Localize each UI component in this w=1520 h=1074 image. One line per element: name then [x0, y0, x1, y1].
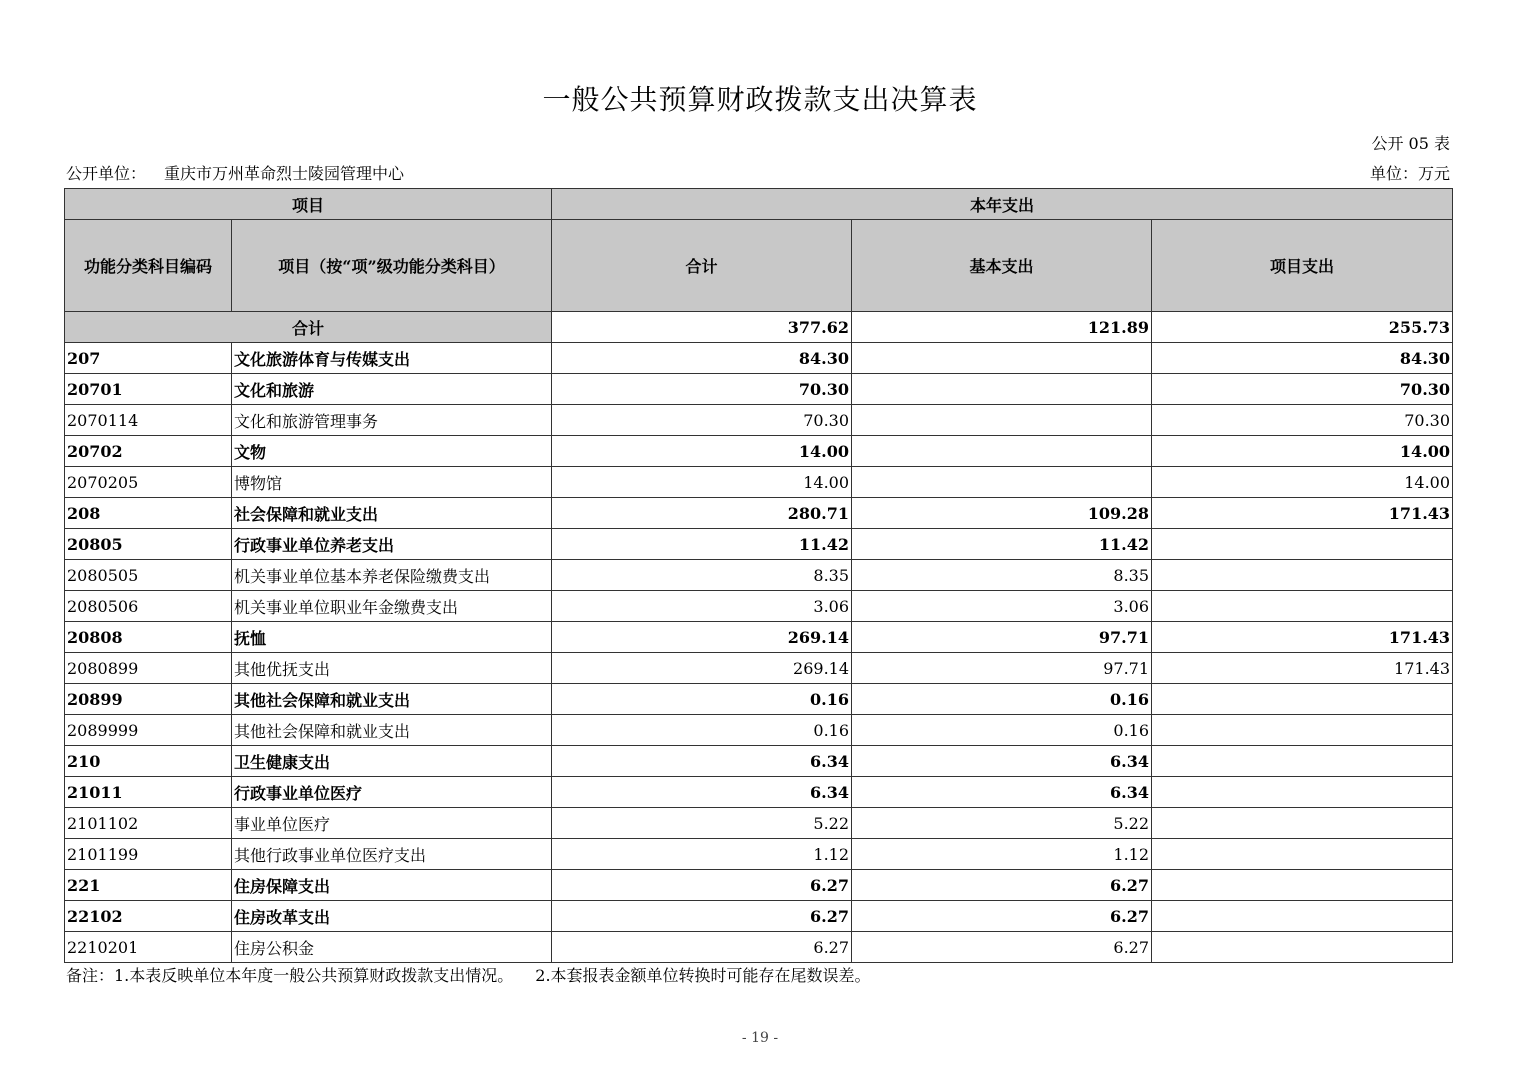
- basic-cell: 3.06: [852, 591, 1152, 622]
- total-cell: 0.16: [552, 684, 852, 715]
- total-cell: 269.14: [552, 622, 852, 653]
- code-cell: 20899: [65, 684, 232, 715]
- code-cell: 20805: [65, 529, 232, 560]
- code-cell: 20808: [65, 622, 232, 653]
- project-cell: [1152, 901, 1453, 932]
- table-row: [65, 870, 1453, 901]
- total-cell: 280.71: [552, 498, 852, 529]
- project-cell: [1152, 870, 1453, 901]
- name-cell: 机关事业单位职业年金缴费支出: [232, 591, 552, 622]
- basic-cell: 6.27: [852, 932, 1152, 963]
- table-row: [65, 374, 1453, 405]
- name-cell: 其他优抚支出: [232, 653, 552, 684]
- page-title: 一般公共预算财政拨款支出决算表: [542, 83, 978, 116]
- name-cell: 机关事业单位基本养老保险缴费支出: [232, 560, 552, 591]
- code-cell: 2210201: [65, 932, 232, 963]
- code-cell: 2101199: [65, 839, 232, 870]
- code-cell: 22102: [65, 901, 232, 932]
- total-cell: 3.06: [552, 591, 852, 622]
- table-row: [65, 932, 1453, 963]
- table-row: [65, 622, 1453, 653]
- basic-cell: 0.16: [852, 715, 1152, 746]
- name-cell: 文化旅游体育与传媒支出: [232, 343, 552, 374]
- header-item: 项目: [65, 189, 552, 220]
- name-cell: 其他行政事业单位医疗支出: [232, 839, 552, 870]
- table-row: [65, 343, 1453, 374]
- name-cell: 文化和旅游: [232, 374, 552, 405]
- code-cell: 2070114: [65, 405, 232, 436]
- name-cell: 抚恤: [232, 622, 552, 653]
- name-cell: 住房保障支出: [232, 870, 552, 901]
- project-cell: [1152, 715, 1453, 746]
- basic-cell: 97.71: [852, 653, 1152, 684]
- code-cell: 21011: [65, 777, 232, 808]
- table-row: [65, 901, 1453, 932]
- code-cell: 208: [65, 498, 232, 529]
- page-number: - 19 -: [741, 1030, 779, 1046]
- table-row: [65, 777, 1453, 808]
- basic-cell: [852, 374, 1152, 405]
- table-row: [65, 436, 1453, 467]
- header-project: 项目支出: [1152, 220, 1453, 312]
- project-cell: 14.00: [1152, 467, 1453, 498]
- basic-cell: [852, 405, 1152, 436]
- basic-cell: 6.27: [852, 901, 1152, 932]
- table-row: [65, 591, 1453, 622]
- header-code: 功能分类科目编码: [65, 220, 232, 312]
- name-cell: 事业单位医疗: [232, 808, 552, 839]
- org-info: [66, 161, 404, 184]
- table-row: [65, 467, 1453, 498]
- total-cell: 5.22: [552, 808, 852, 839]
- name-cell: 行政事业单位医疗: [232, 777, 552, 808]
- total-cell: 6.27: [552, 870, 852, 901]
- basic-cell: 5.22: [852, 808, 1152, 839]
- basic-cell: [852, 436, 1152, 467]
- total-cell: 1.12: [552, 839, 852, 870]
- basic-cell: 11.42: [852, 529, 1152, 560]
- basic-cell: 6.34: [852, 777, 1152, 808]
- total-cell: 84.30: [552, 343, 852, 374]
- unit-line: [66, 161, 1450, 183]
- table-row: [65, 746, 1453, 777]
- project-cell: [1152, 839, 1453, 870]
- currency-unit: 单位：万元: [1369, 164, 1450, 183]
- name-cell: 文物: [232, 436, 552, 467]
- table-row: [65, 498, 1453, 529]
- code-cell: 2080505: [65, 560, 232, 591]
- name-cell: 行政事业单位养老支出: [232, 529, 552, 560]
- code-cell: 2070205: [65, 467, 232, 498]
- header-row-2: [65, 220, 1453, 312]
- total-row: [65, 312, 1453, 343]
- code-cell: 2080899: [65, 653, 232, 684]
- total-cell: 6.34: [552, 746, 852, 777]
- total-cell: 269.14: [552, 653, 852, 684]
- project-cell: [1152, 529, 1453, 560]
- total-basic: 121.89: [852, 312, 1152, 343]
- name-cell: 博物馆: [232, 467, 552, 498]
- project-cell: [1152, 777, 1453, 808]
- project-cell: [1152, 560, 1453, 591]
- basic-cell: 6.27: [852, 870, 1152, 901]
- project-cell: [1152, 746, 1453, 777]
- total-cell: 0.16: [552, 715, 852, 746]
- footnote-1: 备注：1.本表反映单位本年度一般公共预算财政拨款支出情况。: [66, 966, 514, 985]
- basic-cell: [852, 343, 1152, 374]
- project-cell: [1152, 932, 1453, 963]
- code-cell: 20701: [65, 374, 232, 405]
- table-row: [65, 684, 1453, 715]
- basic-cell: 1.12: [852, 839, 1152, 870]
- footnote: [66, 963, 871, 986]
- name-cell: 文化和旅游管理事务: [232, 405, 552, 436]
- project-cell: 171.43: [1152, 622, 1453, 653]
- basic-cell: 0.16: [852, 684, 1152, 715]
- total-cell: 6.27: [552, 932, 852, 963]
- project-cell: 70.30: [1152, 405, 1453, 436]
- code-cell: 20702: [65, 436, 232, 467]
- project-cell: 171.43: [1152, 498, 1453, 529]
- total-project: 255.73: [1152, 312, 1453, 343]
- project-cell: 171.43: [1152, 653, 1453, 684]
- total-cell: 6.34: [552, 777, 852, 808]
- total-label: 合计: [65, 312, 552, 343]
- footnote-2: 2.本套报表金额单位转换时可能存在尾数误差。: [535, 966, 871, 985]
- header-item-detail: 项目（按“项”级功能分类科目）: [232, 220, 552, 312]
- basic-cell: 8.35: [852, 560, 1152, 591]
- code-cell: 210: [65, 746, 232, 777]
- name-cell: 其他社会保障和就业支出: [232, 715, 552, 746]
- table-row: [65, 405, 1453, 436]
- code-cell: 2101102: [65, 808, 232, 839]
- header-row-1: [65, 189, 1453, 220]
- table-row: [65, 653, 1453, 684]
- table-row: [65, 529, 1453, 560]
- project-cell: 84.30: [1152, 343, 1453, 374]
- total-cell: 14.00: [552, 467, 852, 498]
- table-row: [65, 715, 1453, 746]
- total-cell: 70.30: [552, 374, 852, 405]
- project-cell: [1152, 808, 1453, 839]
- header-current-year: 本年支出: [552, 189, 1453, 220]
- header-basic: 基本支出: [852, 220, 1152, 312]
- name-cell: 住房改革支出: [232, 901, 552, 932]
- budget-table: [64, 188, 1453, 963]
- name-cell: 社会保障和就业支出: [232, 498, 552, 529]
- code-cell: 2080506: [65, 591, 232, 622]
- code-cell: 221: [65, 870, 232, 901]
- code-cell: 207: [65, 343, 232, 374]
- basic-cell: [852, 467, 1152, 498]
- name-cell: 住房公积金: [232, 932, 552, 963]
- total-cell: 11.42: [552, 529, 852, 560]
- total-cell: 70.30: [552, 405, 852, 436]
- project-cell: 70.30: [1152, 374, 1453, 405]
- name-cell: 其他社会保障和就业支出: [232, 684, 552, 715]
- total-sum: 377.62: [552, 312, 852, 343]
- table-row: [65, 839, 1453, 870]
- total-cell: 6.27: [552, 901, 852, 932]
- total-cell: 8.35: [552, 560, 852, 591]
- project-cell: [1152, 591, 1453, 622]
- form-number: 公开 05 表: [1371, 134, 1450, 153]
- name-cell: 卫生健康支出: [232, 746, 552, 777]
- table-row: [65, 560, 1453, 591]
- code-cell: 2089999: [65, 715, 232, 746]
- project-cell: [1152, 684, 1453, 715]
- total-cell: 14.00: [552, 436, 852, 467]
- basic-cell: 97.71: [852, 622, 1152, 653]
- basic-cell: 109.28: [852, 498, 1152, 529]
- table-row: [65, 808, 1453, 839]
- project-cell: 14.00: [1152, 436, 1453, 467]
- org-name: 重庆市万州革命烈士陵园管理中心: [164, 164, 405, 183]
- header-total: 合计: [552, 220, 852, 312]
- org-label: 公开单位：: [66, 164, 147, 183]
- basic-cell: 6.34: [852, 746, 1152, 777]
